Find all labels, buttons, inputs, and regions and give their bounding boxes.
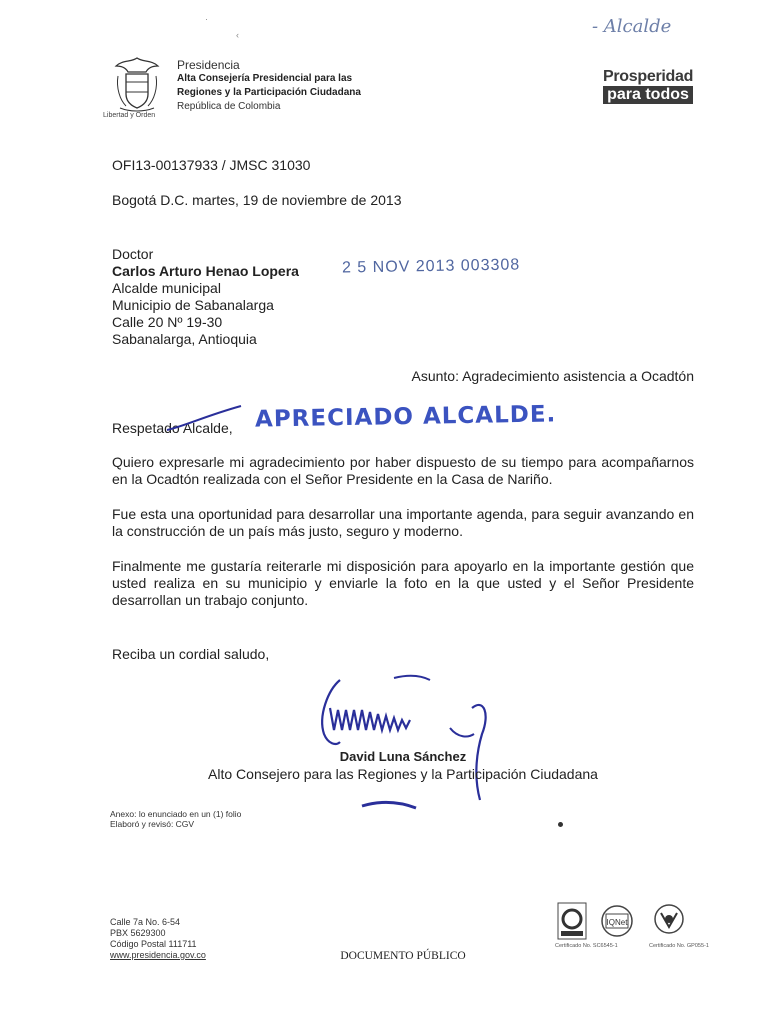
certification-badge xyxy=(649,901,709,949)
scan-mark: ‹ xyxy=(236,30,239,40)
logo-line: Prosperidad xyxy=(603,68,694,85)
recipient-position: Alcalde municipal xyxy=(112,280,221,296)
body-paragraph: Fue esta una oportunidad para desarrollar una importante agenda, para seguir avanzando en la construcción de un país más justo, seguro y moderno. xyxy=(112,506,694,539)
subject-line: Asunto: Agradecimiento asistencia a Ocadtón xyxy=(411,368,694,384)
org-line: Regiones y la Participación Ciudadana xyxy=(177,87,361,98)
iqnet-logo-icon xyxy=(600,901,634,943)
greeting: Respetado Alcalde, xyxy=(112,420,233,436)
prosperidad-logo xyxy=(603,68,693,104)
footer-address: Calle 7a No. 6-54 xyxy=(110,917,181,927)
crest-caption: Libertad y Orden xyxy=(103,112,156,119)
signer-name: David Luna Sánchez xyxy=(339,749,467,764)
document-classification: DOCUMENTO PÚBLICO xyxy=(340,950,466,962)
prepared-by: Elaboró y revisó: CGV xyxy=(110,819,195,829)
body-paragraph: Quiero expresarle mi agradecimiento por haber dispuesto de su tiempo para acompañarnos en la Ocadtón realizada con el Señor Presidente en la Casa de Nariño. xyxy=(112,454,694,487)
reference-number: OFI13-00137933 / JMSC 31030 xyxy=(112,157,311,173)
recipient-municipality: Municipio de Sabanalarga xyxy=(112,297,274,313)
logo-line: para todos xyxy=(603,86,693,104)
scan-mark: · xyxy=(205,14,208,24)
footer-pbx: PBX 5629300 xyxy=(110,928,166,938)
coat-of-arms-icon xyxy=(112,54,162,118)
signer-title: Alto Consejero para las Regiones y la Participación Ciudadana xyxy=(208,766,598,782)
handwritten-greeting: APRECIADO ALCALDE. xyxy=(254,401,557,433)
org-line: República de Colombia xyxy=(177,101,281,112)
handwritten-signature xyxy=(300,668,510,820)
letter-date: Bogotá D.C. martes, 19 de noviembre de 2013 xyxy=(112,192,402,208)
certificate-caption: Certificado No. SC6545-1 xyxy=(555,943,618,949)
quality-seal-icon xyxy=(649,901,689,943)
issuing-organization xyxy=(177,58,361,114)
org-line: Alta Consejería Presidencial para las xyxy=(177,73,353,84)
recipient-block xyxy=(112,246,299,348)
body-paragraph: Finalmente me gustaría reiterarle mi disposición para apoyarlo en la importante gestión que usted realiza en su municipio y enviarle la foto en la que usted y el Señor Presidente desarrollan un trabajo conjunto. xyxy=(112,558,694,608)
received-stamp: 2 5 NOV 2013 003308 xyxy=(341,256,521,277)
closing: Reciba un cordial saludo, xyxy=(112,646,270,662)
strikethrough-mark xyxy=(165,404,243,434)
handwritten-note: - Alcalde xyxy=(592,16,672,37)
annex-note xyxy=(110,809,241,829)
iqnet-badge xyxy=(600,901,634,943)
svg-text:IQNet: IQNet xyxy=(606,918,628,927)
recipient-address: Calle 20 Nº 19-30 xyxy=(112,314,223,330)
footer-website[interactable]: www.presidencia.gov.co xyxy=(110,950,206,960)
certificate-caption: Certificado No. GP055-1 xyxy=(649,943,709,949)
recipient-title: Doctor xyxy=(112,246,154,262)
ink-dot xyxy=(558,822,563,827)
footer-postal: Código Postal 111711 xyxy=(110,939,197,949)
org-line: Presidencia xyxy=(177,58,240,72)
recipient-city: Sabanalarga, Antioquia xyxy=(112,331,257,347)
icontec-logo-icon xyxy=(555,901,589,943)
recipient-name: Carlos Arturo Henao Lopera xyxy=(112,263,299,279)
annex-line: Anexo: lo enunciado en un (1) folio xyxy=(110,809,242,819)
